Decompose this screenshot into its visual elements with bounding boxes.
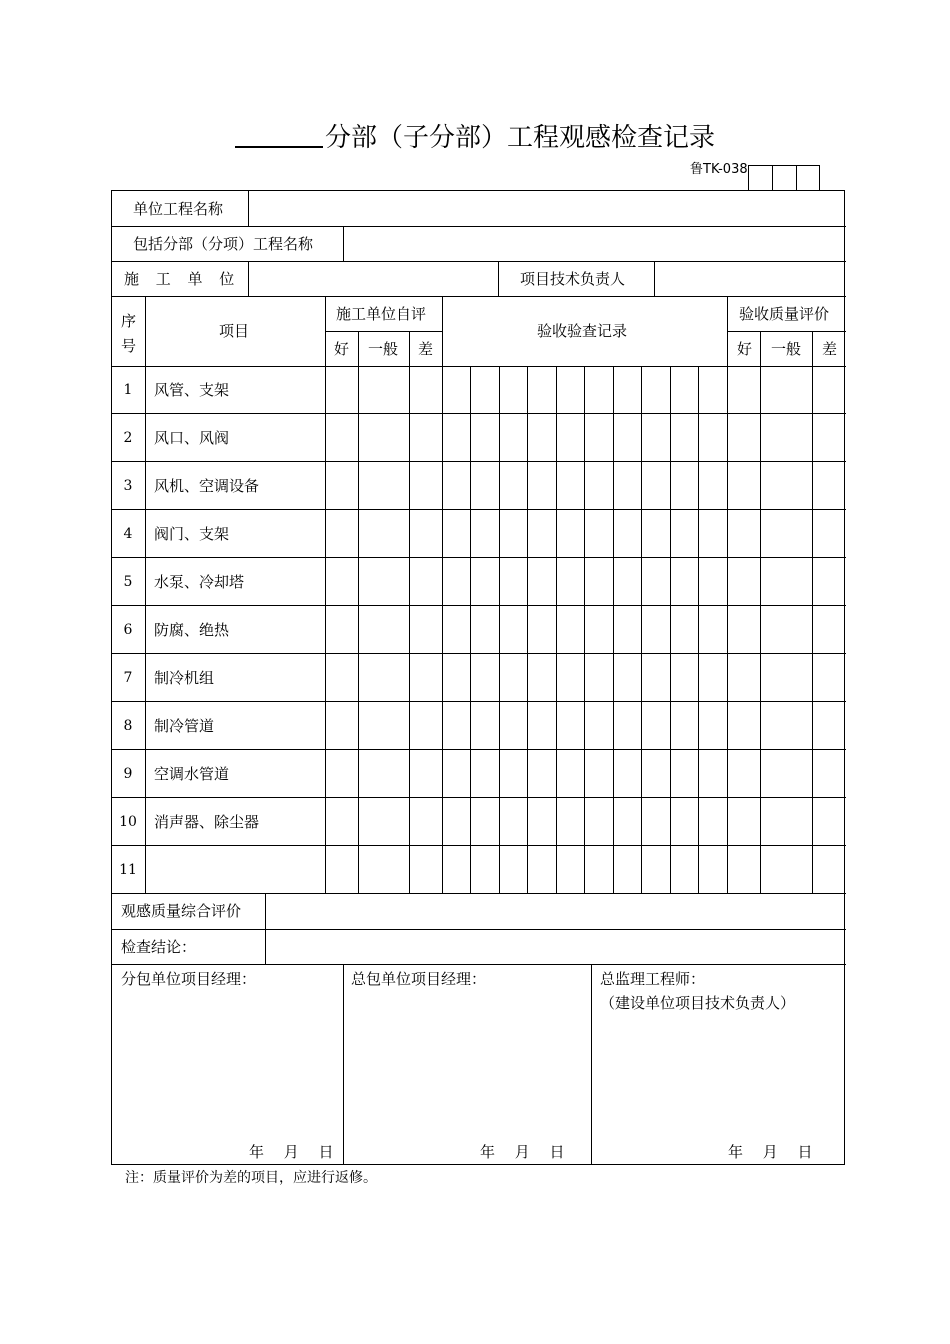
- item-name: 水泵、冷却塔: [154, 573, 245, 591]
- item-no: 6: [123, 622, 133, 638]
- acc-fair-header: 一般: [771, 340, 802, 358]
- item-no: 11: [119, 862, 137, 878]
- item-no: 4: [123, 526, 133, 542]
- sub-contractor-date: 年 月 日: [249, 1143, 334, 1161]
- item-no: 8: [123, 718, 133, 734]
- tech-lead-label: 项目技术负责人: [520, 270, 626, 288]
- title-blank-line[interactable]: [235, 118, 323, 148]
- item-no: 2: [123, 430, 133, 446]
- item-name: 制冷管道: [154, 717, 215, 735]
- contractor-input[interactable]: [249, 262, 498, 296]
- item-no: 5: [123, 574, 133, 590]
- acc-good-header: 好: [737, 340, 753, 358]
- item-name: 阀门、支架: [154, 525, 230, 543]
- item-name: 空调水管道: [154, 765, 230, 783]
- inspection-form: [111, 190, 845, 1165]
- chief-supervisor-note: （建设单位项目技术负责人）: [600, 994, 796, 1012]
- item-header: 项目: [219, 322, 250, 340]
- form-code: 鲁TK-038: [690, 162, 748, 177]
- item-no: 7: [123, 670, 133, 686]
- general-contractor-signature-label: 总包单位项目经理：: [351, 970, 487, 988]
- item-no: 10: [119, 814, 137, 830]
- overall-eval-input[interactable]: [266, 894, 845, 929]
- inspection-record-header: 验收验查记录: [537, 322, 628, 340]
- acc-poor-header: 差: [822, 340, 838, 358]
- acceptance-eval-header: 验收质量评价: [739, 305, 830, 323]
- seq-header: 序号: [121, 312, 137, 355]
- footnote: 注：质量评价为差的项目，应进行返修。: [125, 1170, 377, 1186]
- form-code-boxes[interactable]: [748, 165, 820, 190]
- self-poor-header: 差: [418, 340, 434, 358]
- self-good-header: 好: [334, 340, 350, 358]
- self-eval-header: 施工单位自评: [336, 305, 427, 323]
- item-name: 风管、支架: [154, 381, 230, 399]
- item-name: 风机、空调设备: [154, 477, 260, 495]
- tech-lead-input[interactable]: [655, 262, 845, 296]
- item-no: 9: [123, 766, 133, 782]
- item-name: 风口、风阀: [154, 429, 230, 447]
- item-no: 1: [123, 382, 133, 398]
- conclusion-input[interactable]: [266, 930, 845, 964]
- title-text: 分部（子分部）工程观感检查记录: [324, 123, 715, 153]
- conclusion-label: 检查结论：: [121, 938, 197, 956]
- item-name: 消声器、除尘器: [154, 813, 260, 831]
- contractor-label: 施 工 单 位: [124, 270, 235, 288]
- overall-eval-label: 观感质量综合评价: [121, 902, 242, 920]
- sub-project-input[interactable]: [344, 227, 845, 261]
- chief-supervisor-signature-label: 总监理工程师：: [600, 970, 706, 988]
- self-fair-header: 一般: [368, 340, 399, 358]
- chief-supervisor-date: 年 月 日: [728, 1143, 813, 1161]
- item-name: 防腐、绝热: [154, 621, 230, 639]
- sub-project-label: 包括分部（分项）工程名称: [133, 235, 314, 253]
- general-contractor-date: 年 月 日: [480, 1143, 565, 1161]
- sub-contractor-signature-label: 分包单位项目经理：: [121, 970, 257, 988]
- item-name: 制冷机组: [154, 669, 215, 687]
- unit-project-label: 单位工程名称: [133, 200, 224, 218]
- item-no: 3: [123, 478, 133, 494]
- page-title: [0, 118, 950, 158]
- unit-project-input[interactable]: [249, 191, 845, 226]
